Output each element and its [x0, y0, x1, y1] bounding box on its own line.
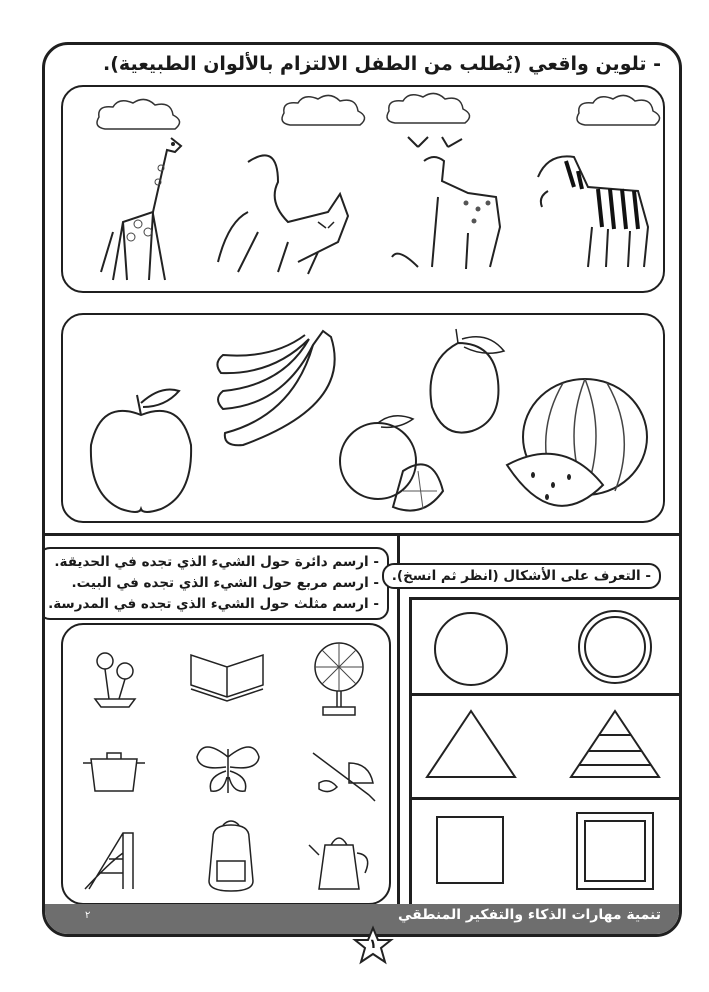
shapes-top-border	[409, 597, 682, 600]
square-outline-icon	[431, 811, 511, 891]
fruits-panel	[61, 313, 665, 523]
column-divider	[397, 535, 400, 913]
slide-icon	[79, 823, 149, 893]
book-icon	[187, 645, 267, 711]
fox-icon	[208, 142, 358, 282]
circle-outline-icon	[431, 609, 511, 689]
page-number: ١	[369, 937, 377, 952]
animals-panel	[61, 85, 665, 293]
shapes-row-divider	[409, 797, 682, 800]
flower-icon	[85, 643, 145, 709]
triangle-copy-icon	[565, 705, 665, 785]
footer-title: تنمية مهارات الذكاء والتفكير المنطقي	[398, 907, 661, 923]
butterfly-icon	[193, 737, 263, 801]
instruction-line: - ارسم مربع حول الشيء الذي تجده في البيت.	[71, 575, 379, 591]
kettle-icon	[307, 825, 377, 895]
shapes-instruction: - التعرف على الأشكال (انظر ثم انسخ).	[382, 563, 661, 589]
deer-icon	[378, 137, 518, 277]
zebra-icon	[518, 137, 658, 277]
shapes-left-border	[409, 597, 412, 913]
worksheet-frame	[42, 42, 682, 937]
cloud-icon	[93, 97, 183, 137]
school-tools-icon	[309, 743, 379, 803]
giraffe-icon	[83, 132, 203, 282]
banana-icon	[213, 325, 353, 455]
watermelon-icon	[503, 375, 653, 525]
cloud-icon	[278, 93, 368, 133]
footer-small-number: ٢	[85, 910, 91, 921]
page-number-badge	[353, 926, 393, 966]
draw-instructions	[42, 547, 389, 620]
triangle-outline-icon	[421, 705, 521, 785]
instruction-line: - ارسم مثلث حول الشيء الذي تجده في المدرسة.	[48, 596, 379, 612]
page-title: - تلوين واقعي (يُطلب من الطفل الالتزام بالألوان الطبيعية).	[103, 53, 661, 75]
square-copy-icon	[573, 809, 657, 893]
circle-copy-icon	[575, 607, 655, 687]
cloud-icon	[383, 91, 483, 131]
apple-icon	[81, 385, 201, 515]
pot-icon	[79, 743, 149, 799]
instruction-line: - ارسم دائرة حول الشيء الذي تجده في الحديقة.	[54, 554, 379, 570]
cloud-icon	[573, 93, 663, 133]
backpack-icon	[201, 821, 261, 893]
objects-panel	[61, 623, 391, 905]
fan-icon	[309, 639, 369, 719]
section-divider	[45, 533, 682, 536]
shapes-row-divider	[409, 693, 682, 696]
